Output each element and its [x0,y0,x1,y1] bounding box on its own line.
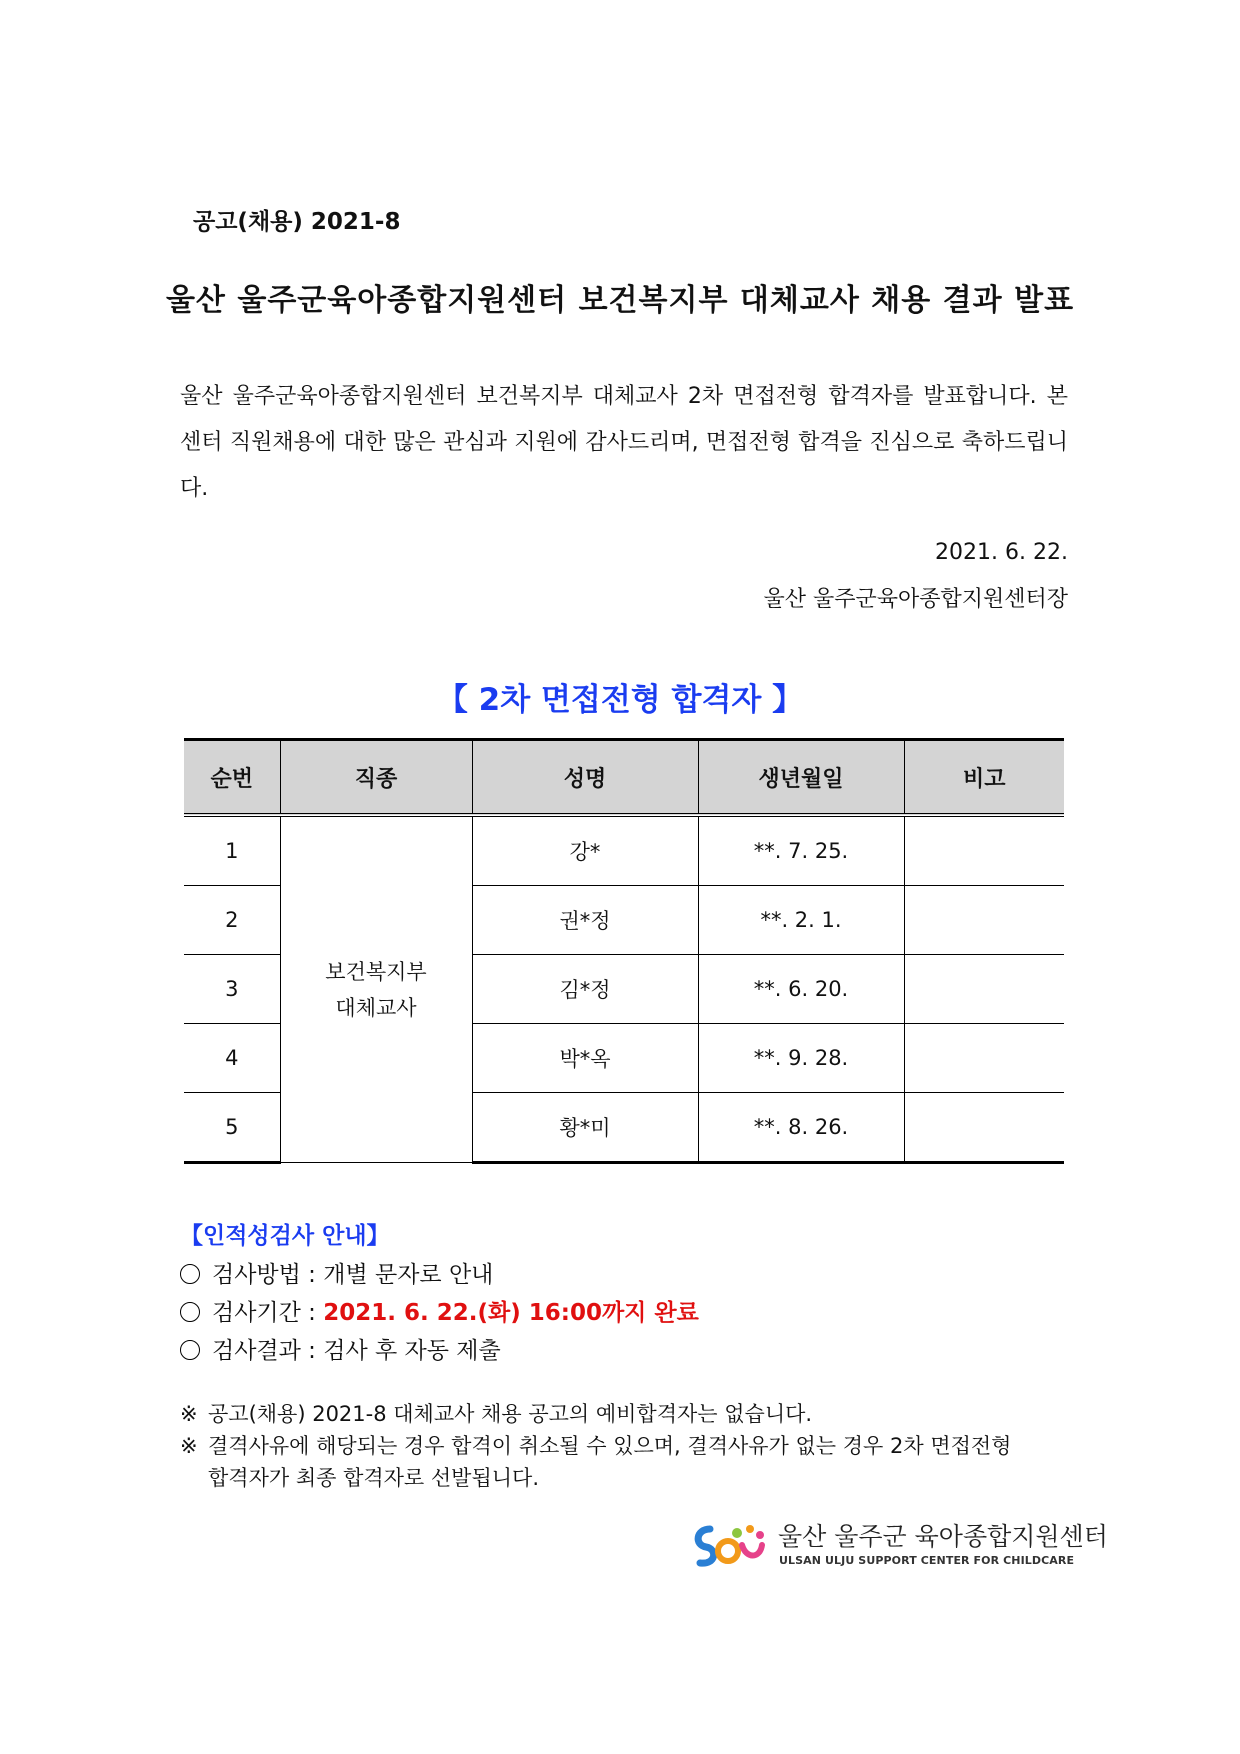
test-section-title: 【인적성검사 안내】 [180,1223,390,1249]
test-method-label: 검사방법 : [212,1262,324,1288]
test-period-line [180,1294,699,1327]
row-no: 5 [184,1093,280,1163]
note-2-text-line2: 합격자가 최종 합격자로 선발됩니다. [208,1466,539,1490]
test-method-line [180,1256,493,1289]
announcement-date: 2021. 6. 22. [935,540,1068,565]
row-no: 4 [184,1024,280,1093]
test-result-label: 검사결과 : [212,1338,324,1364]
row-no: 1 [184,815,280,886]
test-method-value: 개별 문자로 안내 [323,1262,494,1288]
table-row [184,815,1064,886]
header-job: 직종 [280,740,472,816]
note-mark-icon: ※ [180,1402,198,1426]
section-title: 【 2차 면접전형 합격자 】 [436,682,804,718]
circle-bullet-icon [180,1302,200,1322]
note-mark-icon: ※ [180,1434,198,1458]
job-type-cell [280,815,472,1163]
job-type-line2: 대체교사 [335,995,417,1020]
header-remark: 비고 [904,740,1064,816]
row-remark [904,815,1064,886]
row-birth: **. 8. 26. [698,1093,904,1163]
note-2 [180,1430,1068,1494]
note-2-text-line1: 결격사유에 해당되는 경우 합격이 취소될 수 있으며, 결격사유가 없는 경우 2차 면접전형 [208,1434,1012,1458]
circle-bullet-icon [180,1340,200,1360]
note-1-text: 공고(채용) 2021-8 대체교사 채용 공고의 예비합격자는 없습니다. [208,1402,813,1426]
row-name: 황*미 [472,1093,698,1163]
row-name: 김*정 [472,955,698,1024]
header-name: 성명 [472,740,698,816]
center-logo [690,1515,1108,1575]
issuer: 울산 울주군육아종합지원센터장 [763,587,1068,612]
row-birth: **. 9. 28. [698,1024,904,1093]
row-remark [904,1024,1064,1093]
job-type-line1: 보건복지부 [325,959,427,984]
test-result-line [180,1332,501,1365]
row-name: 강* [472,815,698,886]
row-no: 2 [184,886,280,955]
intro-paragraph: 울산 울주군육아종합지원센터 보건복지부 대체교사 2차 면접전형 합격자를 발표합니다. 본 센터 직원채용에 대한 많은 관심과 지원에 감사드리며, 면접전형 합격을 진심으로 축하드립니다. [180,384,1068,501]
row-birth: **. 2. 1. [698,886,904,955]
row-name: 권*정 [472,886,698,955]
row-remark [904,1093,1064,1163]
test-result-value: 검사 후 자동 제출 [323,1338,501,1364]
header-no: 순번 [184,740,280,816]
row-name: 박*옥 [472,1024,698,1093]
row-remark [904,955,1064,1024]
row-no: 3 [184,955,280,1024]
row-birth: **. 7. 25. [698,815,904,886]
row-birth: **. 6. 20. [698,955,904,1024]
table-header-row [184,740,1064,816]
notice-number: 공고(채용) 2021-8 [193,209,401,235]
center-logo-name: 울산 울주군 육아종합지원센터 [778,1522,1108,1551]
row-remark [904,886,1064,955]
center-logo-subtitle: ULSAN ULJU SUPPORT CENTER FOR CHILDCARE [779,1554,1075,1567]
test-period-value: 2021. 6. 22.(화) 16:00까지 완료 [323,1300,699,1326]
circle-bullet-icon [180,1264,200,1284]
document-title: 울산 울주군육아종합지원센터 보건복지부 대체교사 채용 결과 발표 [165,283,1075,318]
header-birth: 생년월일 [698,740,904,816]
note-1 [180,1398,1068,1430]
test-period-label: 검사기간 : [212,1300,324,1326]
results-table [184,738,1064,1164]
center-logo-mark-icon [690,1515,768,1575]
